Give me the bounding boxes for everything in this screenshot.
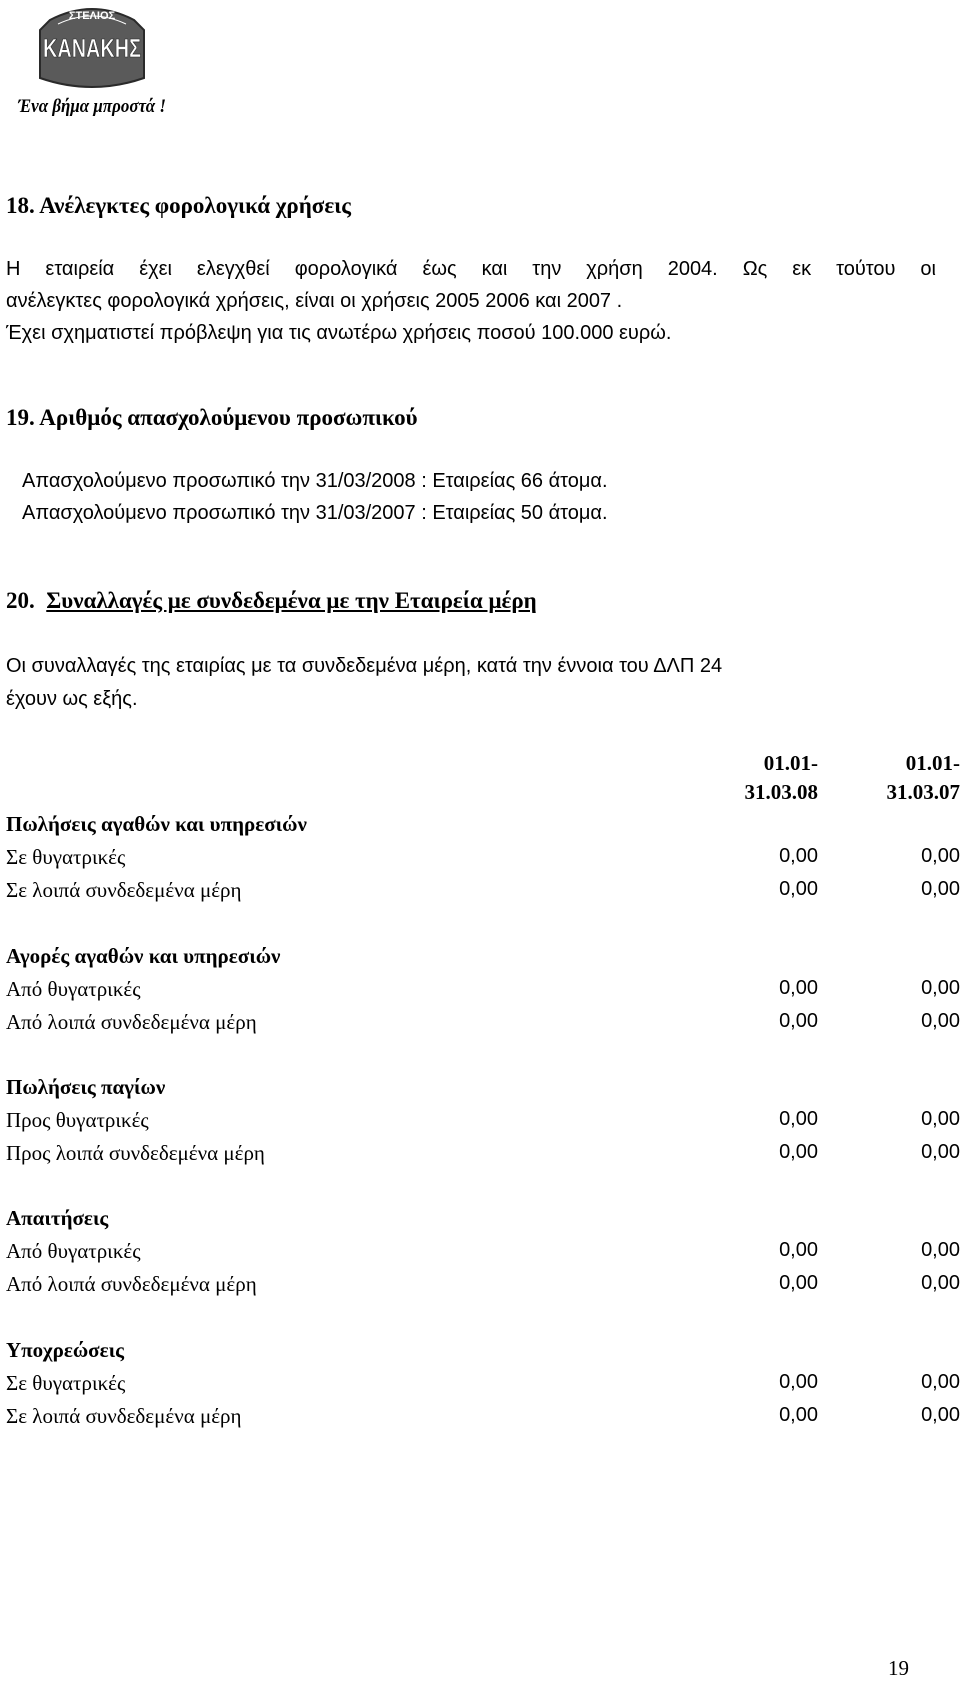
row-value-col2: 0,00 xyxy=(921,1108,960,1130)
col1-header-line-1: 01.01- xyxy=(763,751,818,775)
logo-name: ΚΑΝΑΚΗΣ xyxy=(43,33,141,63)
row-value-col1: 0,00 xyxy=(779,1404,818,1426)
row-label: Σε λοιπά συνδεδεμένα μέρη xyxy=(6,1404,242,1428)
group-title: Αγορές αγαθών και υπηρεσιών xyxy=(6,944,281,968)
col2-header-line-1: 01.01- xyxy=(905,751,960,775)
section-19-line-2: Απασχολούμενο προσωπικό την 31/03/2007 : Εταιρείας 50 άτομα. xyxy=(22,502,608,524)
logo-top-text: ΣΤΕΛΙΟΣ xyxy=(68,10,116,22)
row-label: Προς θυγατρικές xyxy=(6,1108,149,1132)
row-value-col1: 0,00 xyxy=(779,845,818,867)
row-value-col1: 0,00 xyxy=(779,1239,818,1261)
section-20-number: 20. xyxy=(6,588,35,613)
row-value-col2: 0,00 xyxy=(921,1141,960,1163)
row-value-col1: 0,00 xyxy=(779,1108,818,1130)
row-label: Σε λοιπά συνδεδεμένα μέρη xyxy=(6,878,242,902)
logo-slogan: Ένα βήμα μπροστά ! xyxy=(17,96,166,117)
row-value-col2: 0,00 xyxy=(921,977,960,999)
row-value-col2: 0,00 xyxy=(921,845,960,867)
section-20-line-1: Οι συναλλαγές της εταιρίας με τα συνδεδεμένα μέρη, κατά την έννοια του ΔΛΠ 24 xyxy=(6,655,723,677)
group-title: Πωλήσεις παγίων xyxy=(6,1075,166,1099)
section-20-heading xyxy=(6,588,537,614)
company-logo xyxy=(10,0,175,130)
row-value-col2: 0,00 xyxy=(921,1010,960,1032)
section-18-line-1: Η εταιρεία έχει ελεγχθεί φορολογικά έως και την χρήση 2004. Ως εκ τούτου οι xyxy=(6,258,936,280)
row-value-col2: 0,00 xyxy=(921,878,960,900)
row-value-col2: 0,00 xyxy=(921,1371,960,1393)
row-label: Σε θυγατρικές xyxy=(6,1371,126,1395)
row-label: Από θυγατρικές xyxy=(6,977,141,1001)
section-20-title: Συναλλαγές με συνδεδεμένα με την Εταιρεία μέρη xyxy=(46,588,537,613)
row-value-col1: 0,00 xyxy=(779,1272,818,1294)
row-label: Προς λοιπά συνδεδεμένα μέρη xyxy=(6,1141,265,1165)
row-label: Σε θυγατρικές xyxy=(6,845,126,869)
col1-header-line-2: 31.03.08 xyxy=(744,780,818,804)
row-value-col2: 0,00 xyxy=(921,1239,960,1261)
row-value-col1: 0,00 xyxy=(779,1141,818,1163)
col2-header-line-2: 31.03.07 xyxy=(886,780,960,804)
section-18-line-2: ανέλεγκτες φορολογικά χρήσεις, είναι οι χρήσεις 2005 2006 και 2007 . xyxy=(6,290,623,312)
section-18-line-3: Έχει σχηματιστεί πρόβλεψη για τις ανωτέρω χρήσεις ποσού 100.000 ευρώ. xyxy=(6,322,672,344)
row-label: Από λοιπά συνδεδεμένα μέρη xyxy=(6,1010,257,1034)
row-value-col1: 0,00 xyxy=(779,1010,818,1032)
section-19-line-1: Απασχολούμενο προσωπικό την 31/03/2008 : Εταιρείας 66 άτομα. xyxy=(22,470,608,492)
group-title: Πωλήσεις αγαθών και υπηρεσιών xyxy=(6,812,307,836)
group-title: Απαιτήσεις xyxy=(6,1206,109,1230)
section-18-title: 18. Ανέλεγκτες φορολογικά χρήσεις xyxy=(6,193,351,218)
section-19-title: 19. Αριθμός απασχολούμενου προσωπικού xyxy=(6,405,418,430)
row-value-col1: 0,00 xyxy=(779,1371,818,1393)
section-20-line-2: έχουν ως εξής. xyxy=(6,688,138,710)
row-value-col1: 0,00 xyxy=(779,977,818,999)
row-label: Από λοιπά συνδεδεμένα μέρη xyxy=(6,1272,257,1296)
page-number: 19 xyxy=(888,1656,909,1680)
group-title: Υποχρεώσεις xyxy=(6,1338,124,1362)
row-label: Από θυγατρικές xyxy=(6,1239,141,1263)
row-value-col1: 0,00 xyxy=(779,878,818,900)
row-value-col2: 0,00 xyxy=(921,1272,960,1294)
row-value-col2: 0,00 xyxy=(921,1404,960,1426)
